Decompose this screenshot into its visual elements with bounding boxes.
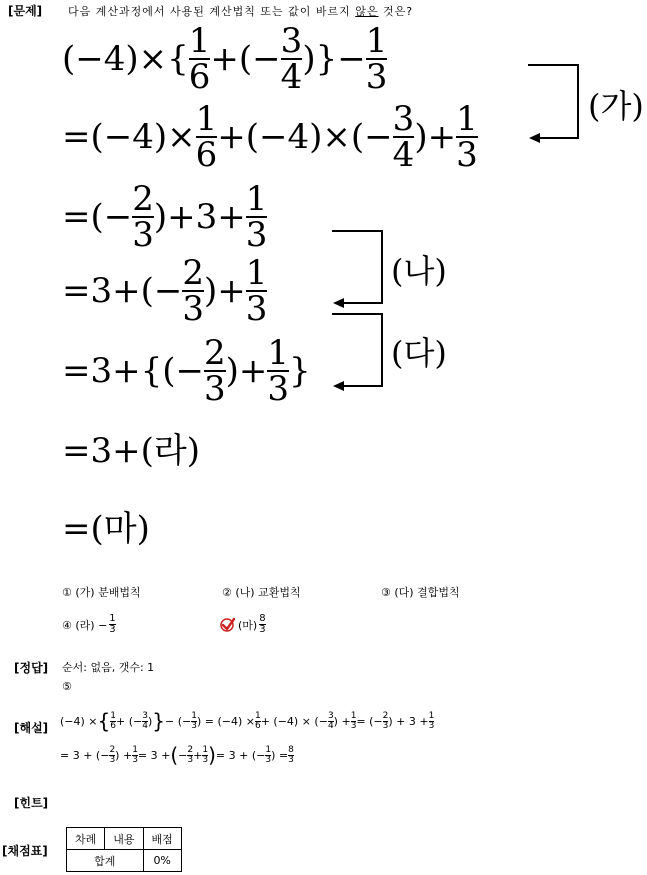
step-0-b: +(−: [210, 39, 281, 79]
explanation-line-2: [60, 745, 294, 765]
step-2-b: )+3+: [153, 197, 246, 237]
expl-2c: = 3 +: [137, 748, 171, 762]
paren-open: (: [170, 743, 179, 767]
e-frac-1-3: $\frac{1}{3}$: [428, 710, 435, 731]
step-6: [62, 509, 150, 549]
choice-5-frac: [259, 614, 265, 635]
choice-4-text: ④ (라) −: [62, 618, 108, 632]
arrow-na: [332, 231, 382, 303]
choice-5-den: 3: [259, 624, 266, 635]
hint-label: [힌트]: [14, 796, 49, 810]
step-3-b: )+: [204, 271, 246, 311]
step-4-a: =3+{(−: [62, 351, 204, 391]
frac-1-3: $\frac{1}{3}$: [245, 253, 268, 329]
expl-1g: ) +: [333, 714, 351, 728]
expl-1c: ): [147, 714, 153, 728]
frac-3-4: $\frac{3}{4}$: [392, 99, 415, 175]
table-row: [67, 828, 182, 850]
step-5: [62, 431, 200, 471]
frac-1-3: $\frac{1}{3}$: [267, 333, 290, 409]
expl-1b: + (−: [115, 714, 143, 728]
question-text-before: 다음 계산과정에서 사용된 계산법칙 또는 값이 바르지: [68, 5, 356, 18]
arrow-da: [332, 314, 382, 386]
expl-1i: ) + 3 +: [388, 714, 429, 728]
frac-3-4: $\frac{3}{4}$: [280, 21, 303, 97]
choice-5-num: 8: [259, 613, 266, 624]
expl-2f: = 3 + (−: [215, 748, 266, 762]
frac-2-3: $\frac{2}{3}$: [132, 179, 154, 255]
e-frac-1-6: $\frac{1}{6}$: [254, 710, 261, 731]
choice-4-frac: [109, 614, 115, 635]
e-frac-1-3: $\frac{1}{3}$: [350, 710, 357, 731]
frac-2-3: $\frac{2}{3}$: [204, 333, 226, 409]
total-label-cell: 합계: [67, 850, 144, 872]
paren-close: ): [208, 743, 216, 767]
expl-2g: ) =: [271, 748, 289, 762]
choice-2[interactable]: ② (나) 교환법칙: [222, 586, 301, 599]
question-text-after: 것은?: [378, 5, 414, 18]
table-row: [67, 850, 182, 872]
e-frac-1-3: $\frac{1}{3}$: [202, 744, 209, 765]
ma-label: (마): [90, 509, 150, 549]
step-4-c: }: [289, 351, 311, 391]
answer-meta: 순서: 없음, 갯수: 1: [62, 661, 155, 674]
step-6-a: =: [62, 509, 91, 549]
step-3-a: =3+(−: [62, 271, 183, 311]
expl-2a: = 3 + (−: [60, 748, 110, 762]
step-1-c: )+: [414, 117, 457, 157]
ga-label: (가): [588, 87, 644, 125]
choice-4[interactable]: [62, 614, 116, 635]
explanation-label: [해설]: [14, 721, 49, 735]
total-value-cell: 0%: [143, 850, 181, 872]
frac-1-6: $\frac{1}{6}$: [195, 99, 218, 175]
header-cell: 배점: [143, 828, 181, 850]
step-1-b: +(−4)×(−: [217, 117, 393, 157]
expl-1f: + (−4) × (−: [260, 714, 328, 728]
step-2-a: =(−: [62, 197, 133, 237]
expl-2b: ) +: [115, 748, 133, 762]
choice-4-num: 1: [109, 613, 116, 624]
e-frac-1-3: $\frac{1}{3}$: [265, 744, 272, 765]
frac-1-3: $\frac{1}{3}$: [245, 179, 268, 255]
answer-value: ⑤: [62, 680, 72, 693]
header-cell: 내용: [105, 828, 143, 850]
e-frac-2-3: $\frac{2}{3}$: [109, 744, 116, 765]
header-cell: 차례: [67, 828, 105, 850]
step-1-a: =(−4)×: [62, 117, 196, 157]
na-label: (나): [391, 252, 447, 290]
expl-1d: − (−: [164, 714, 192, 728]
arrowhead-ga: [529, 133, 540, 143]
step-4-b: )+: [225, 351, 268, 391]
e-frac-1-6: $\frac{1}{6}$: [110, 710, 116, 731]
e-frac-2-3: $\frac{2}{3}$: [187, 744, 194, 765]
ra-label: (라): [140, 431, 200, 471]
scoring-label: [채점표]: [2, 844, 48, 858]
expl-2d: −: [178, 748, 188, 762]
bracket-arrows: [0, 0, 647, 420]
frac-1-3: $\frac{1}{3}$: [456, 99, 478, 175]
brace-close: }: [152, 709, 165, 733]
arrow-ga: [528, 65, 578, 138]
arrowhead-na: [333, 298, 344, 308]
step-5-a: =3+: [62, 431, 141, 471]
frac-1-3: $\frac{1}{3}$: [365, 21, 388, 97]
e-frac-3-4: $\frac{3}{4}$: [142, 710, 148, 731]
arrowhead-da: [333, 381, 344, 391]
choice-1[interactable]: ① (가) 분배법칙: [62, 586, 141, 599]
expl-1h: = (−: [356, 714, 383, 728]
e-frac-1-3: $\frac{1}{3}$: [132, 744, 138, 765]
step-0-c: )}−: [302, 39, 366, 79]
expl-2e: +: [193, 748, 203, 762]
e-frac-3-4: $\frac{3}{4}$: [327, 710, 334, 731]
question-label: [문제]: [8, 4, 43, 18]
check-icon: [220, 617, 236, 633]
question-text-underlined: 않은: [355, 5, 379, 18]
e-frac-8-3: $\frac{8}{3}$: [288, 744, 294, 765]
choice-3[interactable]: ③ (다) 결합법칙: [381, 586, 460, 599]
frac-2-3: $\frac{2}{3}$: [182, 253, 205, 329]
choice-5-text: (마): [238, 618, 258, 632]
choice-5[interactable]: [220, 614, 266, 635]
step-0-a: (−4)×{: [62, 39, 189, 79]
answer-label: [정답]: [14, 661, 49, 675]
e-frac-1-3: $\frac{1}{3}$: [191, 710, 197, 731]
choice-4-den: 3: [109, 624, 116, 635]
scoring-table: [66, 827, 182, 872]
expl-1e: ) = (−4) ×: [196, 714, 255, 728]
expl-1a: (−4) ×: [60, 714, 98, 728]
e-frac-2-3: $\frac{2}{3}$: [382, 710, 389, 731]
frac-1-6: $\frac{1}{6}$: [188, 21, 211, 97]
brace-open: {: [97, 709, 111, 733]
explanation-line-1: [60, 711, 434, 731]
da-label: (다): [391, 334, 447, 372]
